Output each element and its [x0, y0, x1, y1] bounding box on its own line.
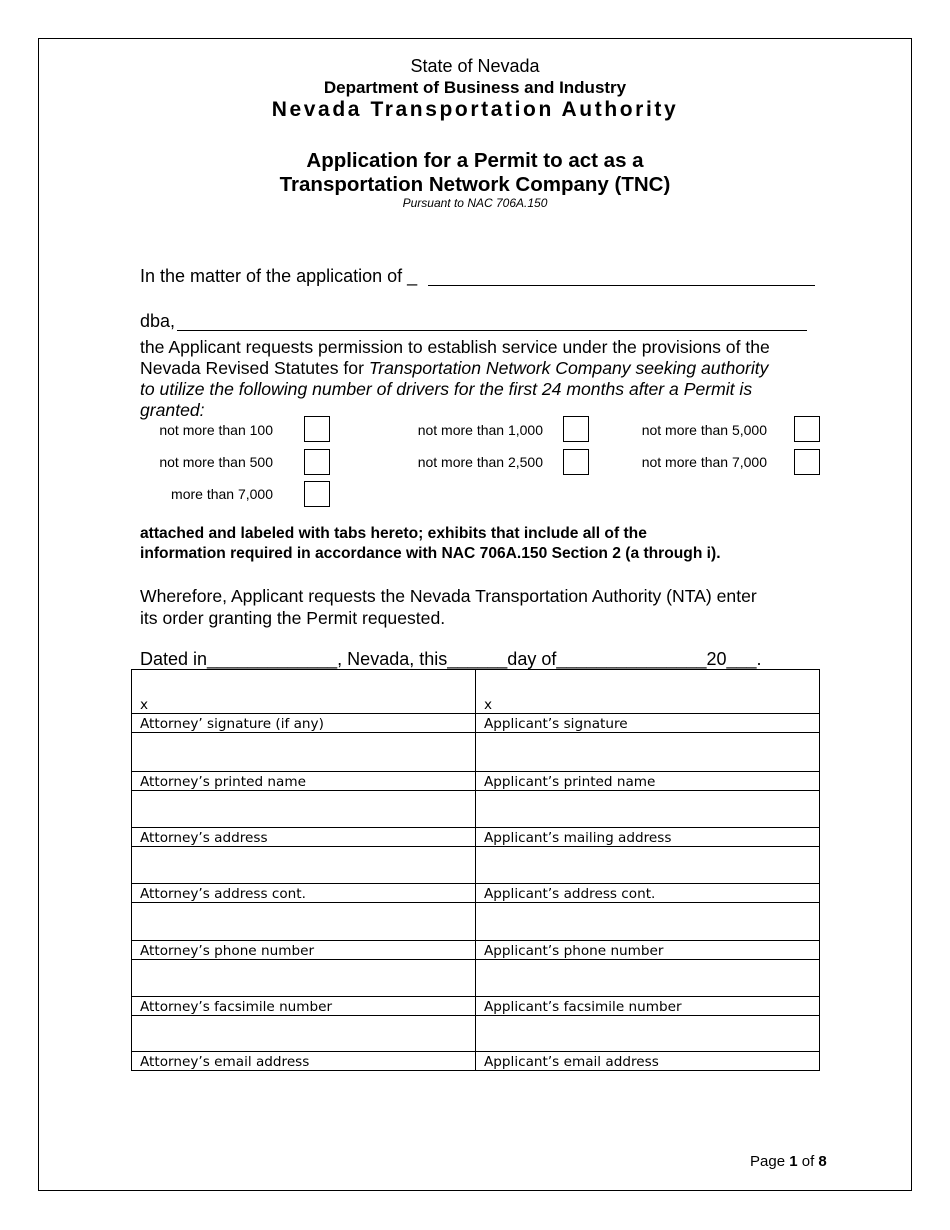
option-label-7000: not more than 7,000 [641, 454, 767, 470]
checkbox-2500[interactable] [563, 449, 589, 475]
option-label-1000: not more than 1,000 [417, 422, 543, 438]
checkbox-more-7000[interactable] [304, 481, 330, 507]
checkbox-1000[interactable] [563, 416, 589, 442]
wherefore-line-2: its order granting the Permit requested. [140, 608, 446, 628]
header-department: Department of Business and Industry [323, 78, 627, 97]
request-line-4: granted: [140, 400, 205, 420]
attorney-address-label: Attorney’s address [132, 828, 476, 847]
attorney-address-field[interactable] [132, 791, 476, 828]
applicant-printed-name-label: Applicant’s printed name [476, 772, 820, 791]
page-number: Page 1 of 8 [750, 1153, 827, 1170]
wherefore-line-1: Wherefore, Applicant requests the Nevada Transportation Authority (NTA) enter [140, 586, 757, 606]
attorney-signature-label: Attorney’ signature (if any) [132, 714, 476, 733]
exhibits-line-2: information required in accordance with NAC 706A.150 Section 2 (a through i). [140, 545, 721, 562]
applicant-signature-label: Applicant’s signature [476, 714, 820, 733]
attorney-fax-field[interactable] [132, 960, 476, 997]
applicant-fax-label: Applicant’s facsimile number [476, 997, 820, 1016]
attorney-printed-name-label: Attorney’s printed name [132, 772, 476, 791]
option-label-5000: not more than 5,000 [641, 422, 767, 438]
attorney-fax-label: Attorney’s facsimile number [132, 997, 476, 1016]
pursuant-note: Pursuant to NAC 706A.150 [402, 196, 548, 210]
applicant-email-field[interactable] [476, 1016, 820, 1052]
applicant-mailing-address-field[interactable] [476, 791, 820, 828]
request-line-2: Nevada Revised Statutes for Transportation Network Company seeking authority [140, 358, 769, 378]
applicant-address-cont-label: Applicant’s address cont. [476, 884, 820, 903]
checkbox-7000[interactable] [794, 449, 820, 475]
applicant-phone-field[interactable] [476, 903, 820, 941]
signature-table [131, 669, 820, 1071]
option-label-100: not more than 100 [159, 422, 273, 438]
form-title-line-1: Application for a Permit to act as a [306, 149, 644, 172]
exhibits-line-1: attached and labeled with tabs hereto; exhibits that include all of the [140, 525, 647, 542]
request-line-1: the Applicant requests permission to establish service under the provisions of the [140, 337, 770, 357]
option-label-more-7000: more than 7,000 [171, 486, 273, 502]
checkbox-5000[interactable] [794, 416, 820, 442]
dba-field[interactable] [177, 330, 807, 331]
applicant-signature-field[interactable]: x [476, 670, 820, 714]
attorney-signature-field[interactable]: x [132, 670, 476, 714]
dated-line[interactable]: Dated in_____________, Nevada, this______day of_______________20___. [140, 649, 762, 669]
option-label-2500: not more than 2,500 [417, 454, 543, 470]
attorney-phone-field[interactable] [132, 903, 476, 941]
applicant-printed-name-field[interactable] [476, 733, 820, 772]
applicant-name-field[interactable] [428, 285, 815, 286]
exhibits-note [140, 524, 721, 564]
attorney-printed-name-field[interactable] [132, 733, 476, 772]
matter-label: In the matter of the application of _ [140, 266, 418, 286]
applicant-phone-label: Applicant’s phone number [476, 941, 820, 960]
attorney-address-cont-label: Attorney’s address cont. [132, 884, 476, 903]
attorney-email-field[interactable] [132, 1016, 476, 1052]
attorney-email-label: Attorney’s email address [132, 1052, 476, 1071]
request-paragraph [140, 337, 810, 421]
attorney-phone-label: Attorney’s phone number [132, 941, 476, 960]
form-title-line-2: Transportation Network Company (TNC) [279, 173, 671, 196]
applicant-fax-field[interactable] [476, 960, 820, 997]
applicant-email-label: Applicant’s email address [476, 1052, 820, 1071]
option-label-500: not more than 500 [159, 454, 273, 470]
header-state: State of Nevada [410, 56, 540, 76]
header-authority: Nevada Transportation Authority [271, 98, 679, 121]
checkbox-500[interactable] [304, 449, 330, 475]
wherefore-paragraph [140, 585, 757, 629]
checkbox-100[interactable] [304, 416, 330, 442]
applicant-mailing-address-label: Applicant’s mailing address [476, 828, 820, 847]
dba-label: dba, [140, 311, 176, 331]
attorney-address-cont-field[interactable] [132, 847, 476, 884]
applicant-address-cont-field[interactable] [476, 847, 820, 884]
request-line-3: to utilize the following number of drivers for the first 24 months after a Permit is [140, 379, 753, 399]
